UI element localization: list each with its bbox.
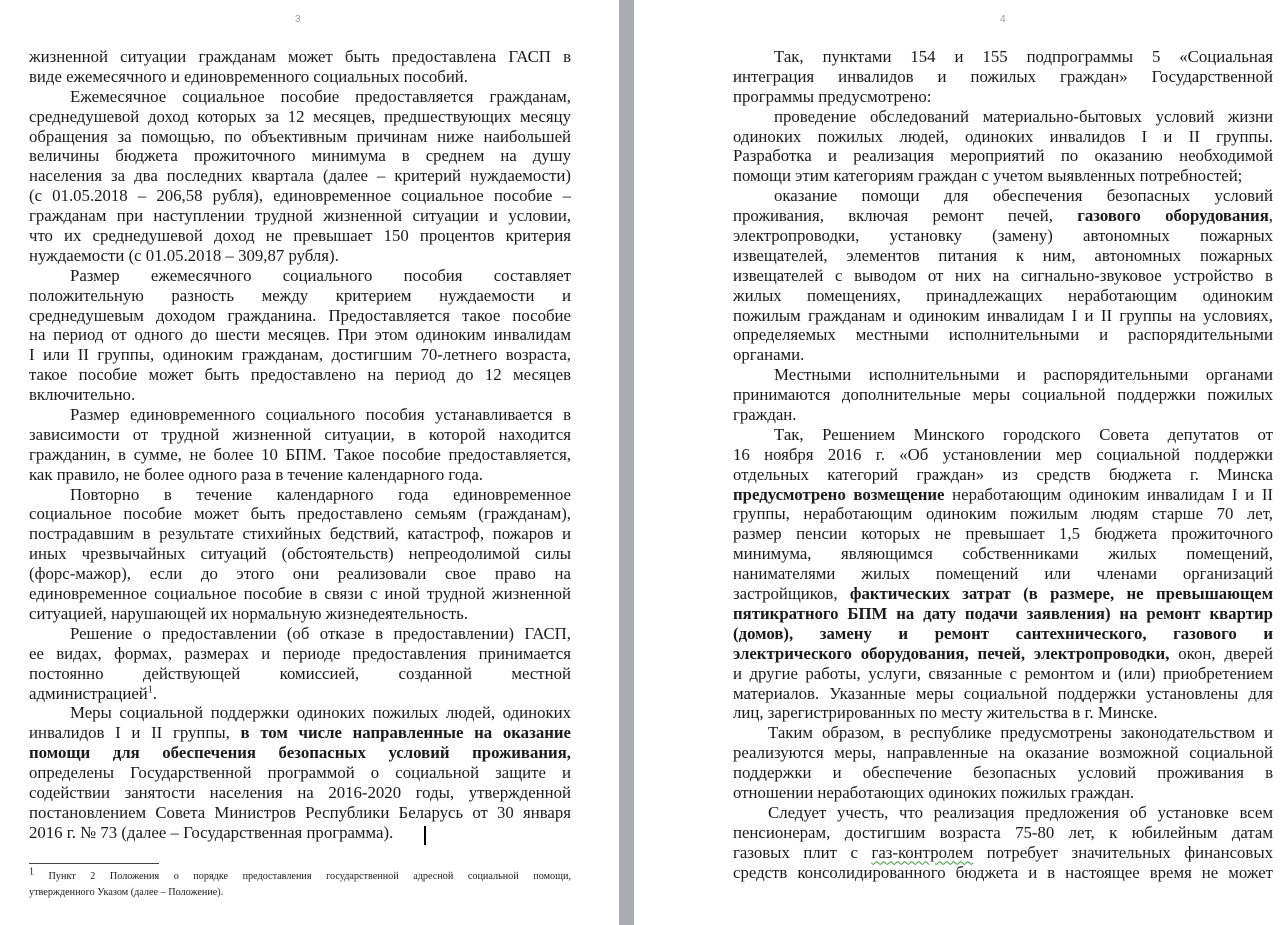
text-line	[733, 246, 1273, 266]
text-line	[733, 504, 1273, 524]
footnote	[29, 866, 571, 901]
text-run: виде ежемесячного и единовременного социальных пособий.	[29, 66, 468, 86]
text-run: группы, неработающим одиноким пожилым людям старше 70 лет,	[733, 504, 1273, 524]
text-line	[733, 843, 1273, 863]
text-line	[733, 286, 1273, 306]
text-line	[29, 365, 571, 385]
text-run: органами.	[733, 345, 805, 365]
text-run: газовых плит с	[733, 842, 872, 862]
text-line	[733, 385, 1273, 405]
text-run: программы предусмотрено:	[733, 86, 932, 106]
text-line	[29, 485, 571, 505]
page-number: 3	[295, 14, 301, 25]
text-line	[733, 644, 1273, 664]
text-run: Таким образом, в республике предусмотрены законодательством и	[768, 723, 1273, 743]
text-run: одиноких пожилых людей, одиноких инвалидов I и II группы.	[733, 126, 1273, 146]
text-line	[29, 186, 571, 206]
footnote-line	[29, 885, 571, 901]
text-line	[733, 763, 1273, 783]
text-line	[29, 286, 571, 306]
text-line	[733, 723, 1273, 743]
text-run: Местными исполнительными и распорядительными органами	[774, 365, 1273, 385]
text-line	[29, 723, 571, 743]
text-run: нанимателями жилых помещений или членами организаций	[733, 564, 1273, 584]
text-run: отдельных категорий граждан» из средств бюджета г. Минска	[733, 464, 1273, 484]
text-run: постоянно действующей комиссией, созданной местной	[29, 663, 571, 683]
text-line	[29, 405, 571, 425]
text-line	[29, 345, 571, 365]
text-line	[29, 465, 571, 485]
text-run: потребует значительных финансовых	[973, 842, 1274, 862]
text-run: ее видах, формах, размерах и периоде предоставления принимается	[29, 643, 571, 663]
bold-text-run: предусмотрено возмещение	[733, 484, 945, 504]
text-run: ситуацией, нарушающей их нормальную жизнедеятельность.	[29, 603, 469, 623]
text-run: Повторно в течение календарного года единовременное	[70, 484, 571, 504]
footnote-reference: 1	[147, 683, 153, 695]
text-run: размер пенсии которых не превышает 1,5 бюджета прожиточного	[733, 524, 1273, 544]
text-run: определяемых местными исполнительными и распорядительными	[733, 325, 1273, 345]
text-cursor	[424, 826, 426, 845]
text-line	[733, 783, 1273, 803]
text-line	[29, 803, 571, 823]
text-run: интеграция инвалидов и пожилых граждан» Государственной	[733, 66, 1273, 86]
text-run: обращения за помощью, по объективным причинам ниже наибольшей	[29, 126, 571, 146]
text-run: отношении неработающих одиноких пожилых граждан.	[733, 782, 1135, 802]
page-gap	[619, 0, 634, 925]
text-line	[29, 624, 571, 644]
text-line	[29, 127, 571, 147]
text-line	[29, 445, 571, 465]
text-run: средств консолидированного бюджета и в настоящее время не может	[733, 862, 1273, 882]
bold-text-run: помощи для обеспечения безопасных условий проживания,	[29, 743, 571, 763]
text-run: окон, дверей	[1169, 643, 1274, 663]
text-line	[29, 743, 571, 763]
text-line	[29, 703, 571, 723]
text-run: величины бюджета прожиточного минимума в среднем на душу	[29, 146, 571, 166]
bold-text-run: (домов), замену и ремонт сантехнического, газового и	[733, 623, 1273, 643]
text-run: администрацией	[29, 683, 148, 703]
text-run: (с 01.05.2018 – 206,58 рубля), единовременное социальное пособие –	[29, 186, 571, 206]
text-run: лиц, зарегистрированных по месту жительства в г. Минске.	[733, 703, 1158, 723]
text-run: на период от одного до шести месяцев. При этом одиноким инвалидам	[29, 325, 571, 345]
document-page-4[interactable]	[634, 0, 1280, 925]
text-line	[29, 87, 571, 107]
text-line	[29, 67, 571, 87]
text-line	[29, 644, 571, 664]
text-run: постановлением Совета Министров Республики Беларусь от 30 января	[29, 802, 571, 822]
bold-text-run: пятикратного БПМ на дату подачи заявления) на ремонт квартир	[733, 603, 1273, 623]
text-line	[733, 325, 1273, 345]
text-run: 2016 г. № 73 (далее – Государственная программа).	[29, 822, 394, 842]
text-line	[29, 107, 571, 127]
text-line	[733, 107, 1273, 127]
text-run: пенсионерам, достигшим возраста 75-80 лет, к юбилейным датам	[733, 822, 1273, 842]
footnote-mark: 1	[29, 866, 34, 878]
text-run: граждан.	[733, 405, 797, 425]
text-line	[733, 863, 1273, 883]
page-number: 4	[1000, 14, 1006, 25]
text-run: нуждаемости (с 01.05.2018 – 309,87 рубля).	[29, 245, 339, 265]
text-run: застройщиков,	[733, 584, 850, 604]
text-line	[29, 266, 571, 286]
text-line	[733, 445, 1273, 465]
text-run: Меры социальной поддержки одиноких пожилых людей, одиноких	[70, 703, 571, 723]
text-run: единовременное социальное пособие в связи с иной трудной жизненной	[29, 584, 571, 604]
text-run: Следует учесть, что реализация предложения об установке всем	[768, 802, 1273, 822]
footnote-text: утвержденного Указом (далее – Положение).	[29, 887, 224, 898]
text-run: Так, Решением Минского городского Совета депутатов от	[774, 424, 1273, 444]
text-run: содействии занятости населения на 2016-2020 годы, утвержденной	[29, 782, 571, 802]
text-run: материалов. Указанные меры социальной поддержки установлены для	[733, 683, 1273, 703]
text-line	[733, 584, 1273, 604]
bold-text-run: газового оборудования	[1077, 206, 1269, 226]
text-line	[733, 186, 1273, 206]
text-run: включительно.	[29, 385, 136, 405]
text-line	[29, 564, 571, 584]
text-run: извещателей, элементов питания к ним, автономных пожарных	[733, 245, 1273, 265]
text-line	[733, 146, 1273, 166]
text-run: Размер единовременного социального пособия устанавливается в	[70, 405, 571, 425]
text-run: помощи этим категориям граждан с учетом выявленных потребностей;	[733, 166, 1243, 186]
footnote-separator	[29, 863, 159, 864]
text-run: Так, пунктами 154 и 155 подпрограммы 5 «Социальная	[774, 47, 1273, 66]
text-line	[29, 524, 571, 544]
footnote-text: Пункт 2 Положения о порядке предоставления государственной адресной социальной помощи,	[48, 871, 571, 882]
text-line	[29, 166, 571, 186]
text-line	[733, 206, 1273, 226]
text-run: .	[152, 683, 157, 703]
text-run: жилых помещениях, принадлежащих неработающим одиноким	[733, 285, 1273, 305]
text-line	[29, 763, 571, 783]
text-line	[733, 684, 1273, 704]
text-run: I или II группы, одиноким гражданам, достигшим 70-летнего возраста,	[29, 345, 571, 365]
text-line	[733, 425, 1273, 445]
text-run: гражданам при наступлении трудной жизненной ситуации и условии,	[29, 206, 571, 226]
text-run: зависимости от трудной жизненной ситуации, в которой находится	[29, 424, 571, 444]
text-run: (форс-мажор), если до этого они реализовали свое право на	[29, 564, 571, 584]
text-run: населения за два последних квартала (далее – критерий нуждаемости)	[29, 166, 571, 186]
text-line	[733, 485, 1273, 505]
text-line	[29, 226, 571, 246]
text-run: социальное пособие может быть предоставлено семьям (гражданам),	[29, 504, 571, 524]
text-line	[29, 206, 571, 226]
text-run: иных чрезвычайных ситуаций (обстоятельств) непреодолимой силы	[29, 544, 571, 564]
text-line	[29, 584, 571, 604]
footnote-line	[29, 866, 571, 885]
text-line	[733, 87, 1273, 107]
text-line	[29, 246, 571, 266]
text-line	[29, 306, 571, 326]
text-line	[733, 624, 1273, 644]
text-run: как правило, не более одного раза в течение календарного года.	[29, 464, 483, 484]
text-line	[733, 524, 1273, 544]
text-line	[733, 564, 1273, 584]
text-run: Размер ежемесячного социального пособия составляет	[70, 265, 571, 285]
text-line	[733, 604, 1273, 624]
text-run: инвалидов I и II группы,	[29, 723, 241, 743]
text-line	[733, 266, 1273, 286]
text-line	[733, 67, 1273, 87]
text-line	[733, 127, 1273, 147]
text-run: извещателей с выводом от них на сигнально-звуковое устройство в	[733, 265, 1273, 285]
text-line	[733, 226, 1273, 246]
text-line	[733, 703, 1273, 723]
text-run: проживания, включая ремонт печей,	[733, 206, 1078, 226]
text-line	[733, 803, 1273, 823]
document-page-3[interactable]	[0, 0, 619, 925]
spellcheck-flagged-word[interactable]: газ-контролем	[871, 842, 974, 862]
text-line	[29, 146, 571, 166]
text-run: гражданин, в сумме, не более 10 БПМ. Такое пособие предоставляется,	[29, 444, 571, 464]
text-run: среднедушевой доход которых за 12 месяцев, предшествующих месяцу	[29, 106, 571, 126]
text-line	[733, 166, 1273, 186]
text-line	[29, 47, 571, 67]
text-run: пожилым гражданам и одиноким инвалидам I и II группы на условиях,	[733, 305, 1273, 325]
text-run: 16 ноября 2016 г. «Об установлении мер социальной поддержки	[733, 444, 1273, 464]
page-body[interactable]	[29, 47, 571, 843]
text-run: оказание помощи для обеспечения безопасных условий	[774, 186, 1273, 206]
text-line	[733, 306, 1273, 326]
text-run: такое пособие может быть предоставлено на период до 12 месяцев	[29, 365, 571, 385]
text-line	[29, 664, 571, 684]
text-run: среднедушевым доходом гражданина. Предоставляется такое пособие	[29, 305, 571, 325]
text-run: и другие работы, услуги, связанные с ремонтом и (или) приобретением	[733, 663, 1273, 683]
text-line	[29, 425, 571, 445]
text-run: электропроводки, установку (замену) автономных пожарных	[733, 226, 1273, 246]
text-line	[733, 405, 1273, 425]
text-run: проведение обследований материально-бытовых условий жизни	[774, 106, 1273, 126]
text-line	[29, 504, 571, 524]
text-run: минимума, являющимся собственниками жилых помещений,	[733, 544, 1273, 564]
text-run: жизненной ситуации гражданам может быть предоставлена ГАСП в	[29, 47, 571, 66]
text-line	[733, 664, 1273, 684]
text-run: определены Государственной программой о социальной защите и	[29, 763, 571, 783]
text-line	[733, 365, 1273, 385]
text-line	[29, 325, 571, 345]
text-run: неработающим одиноким инвалидам I и II	[944, 484, 1273, 504]
text-run: поддержки и обеспечение безопасных условий проживания в	[733, 763, 1273, 783]
text-line	[29, 604, 571, 624]
page-body[interactable]	[733, 47, 1273, 882]
text-line	[733, 345, 1273, 365]
text-line	[733, 544, 1273, 564]
text-run: Ежемесячное социальное пособие предоставляется гражданам,	[70, 86, 571, 106]
text-line	[733, 823, 1273, 843]
bold-text-run: фактических затрат (в размере, не превышающем	[849, 584, 1273, 604]
text-run: принимаются дополнительные меры социальной поддержки пожилых	[733, 385, 1273, 405]
text-run: Разработка и реализация мероприятий по оказанию необходимой	[733, 146, 1273, 166]
text-run: положительную разность между критерием нуждаемости и	[29, 285, 571, 305]
text-line	[29, 783, 571, 803]
text-line	[29, 544, 571, 564]
text-line	[733, 465, 1273, 485]
text-run: что их среднедушевой доход не превышает 150 процентов критерия	[29, 226, 571, 246]
text-run: Решение о предоставлении (об отказе в предоставлении) ГАСП,	[70, 623, 571, 643]
text-line	[733, 47, 1273, 67]
text-line	[29, 684, 571, 704]
text-run: пострадавшим в результате стихийных бедствий, катастроф, пожаров и	[29, 524, 571, 544]
bold-text-run: электрического оборудования, печей, электропроводки,	[733, 643, 1170, 663]
text-line	[29, 385, 571, 405]
text-run: реализуются меры, направленные на оказание возможной социальной	[733, 743, 1273, 763]
text-line	[733, 743, 1273, 763]
text-line	[29, 823, 571, 843]
bold-text-run: в том числе направленные на оказание	[240, 723, 571, 743]
text-run: ,	[1268, 206, 1273, 226]
